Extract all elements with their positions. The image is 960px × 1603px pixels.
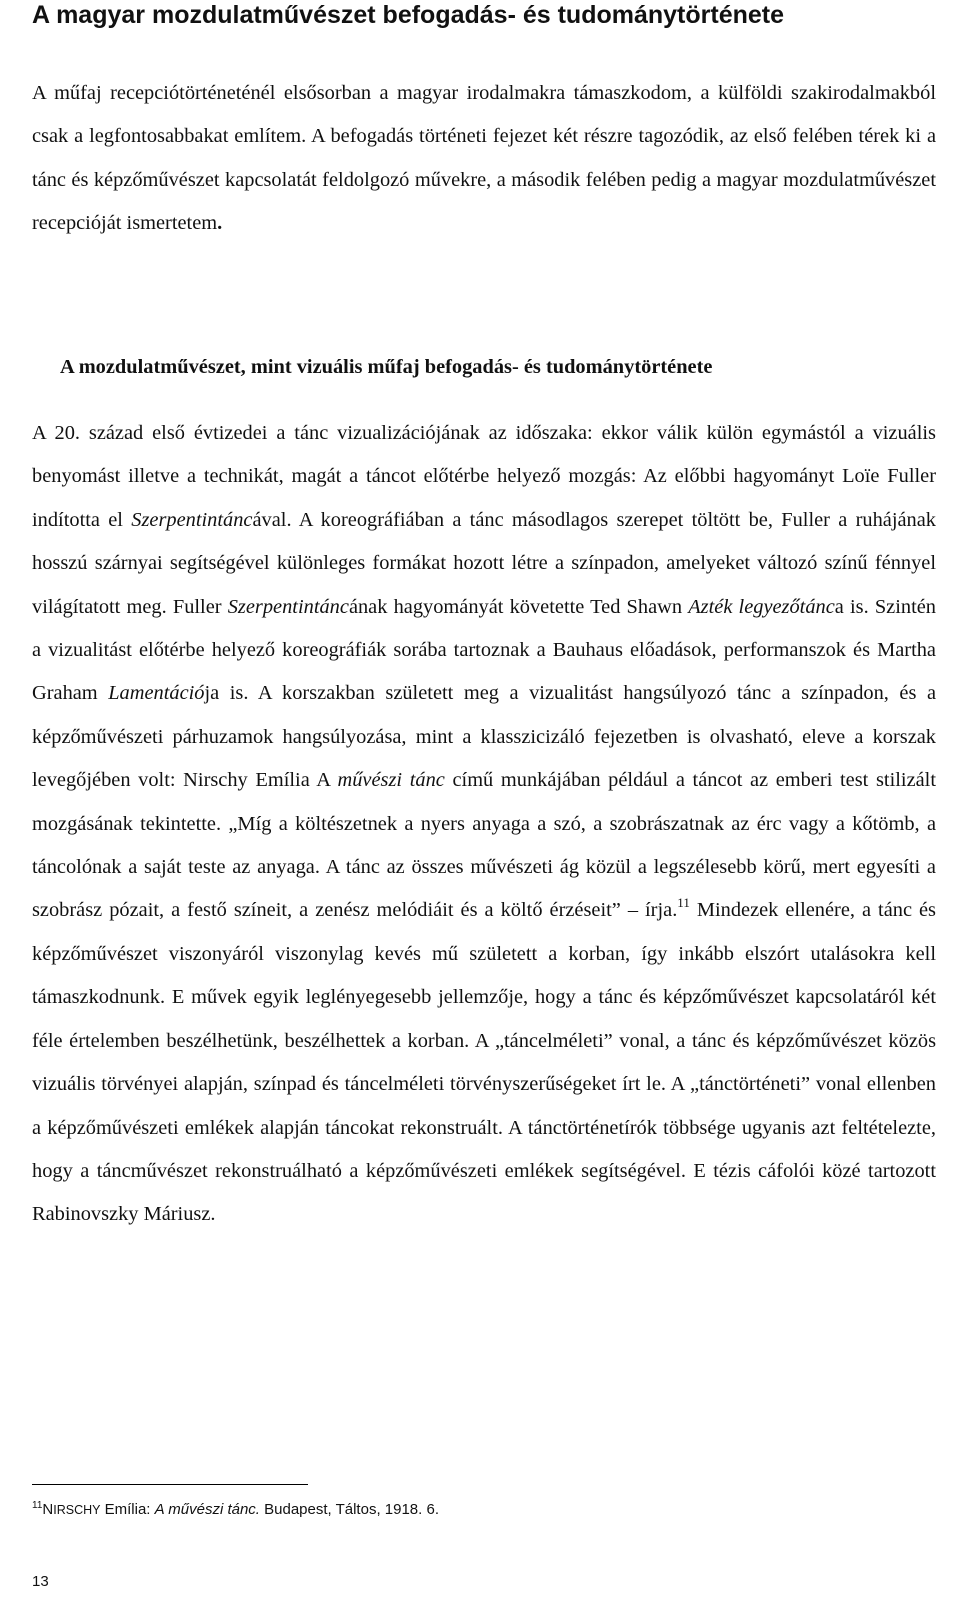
work-title-italic: Szerpentintánc	[131, 508, 253, 531]
footnote-author-given: Emília:	[100, 1501, 155, 1518]
footnote-author-initial: N	[42, 1501, 54, 1518]
main-text-segment: ával. A koreográfiában a tánc másodlagos szerepet töltött be, Fuller a ruhájának hosszú szárnyai segítségével különleges formákat hozott létre a színpadon, amelyeket változó színű fénnyel világítatott meg. Fuller	[32, 508, 936, 618]
main-text-segment: A 20. század első évtizedei a tánc vizualizációjának az időszaka: ekkor válik külön egymástól a vizuális benyomást illetve a technikát, magát a táncot előtérbe helyező mozgás: Az előbbi hagyományt Loïe Fuller indította el	[32, 422, 936, 531]
main-text-segment: Mindezek ellenére, a tánc és képzőművészet viszonyáról viszonylag kevés mű született a korban, így inkább elszórt utalásokra kell támaszkodnunk. E művek egyik leglényegesebb jellemzője, hogy a tánc és képzőművészet kapcsolatáról két féle értelemben beszélhetünk, beszélhettek a korban. A „táncelméleti” vonal, a tánc és képzőművészet közös vizuális törvényei alapján, színpad és táncelméleti törvényszerűségeket írt le. A „tánctörténeti” vonal ellenben a képzőművészeti emlékek alapján táncokat rekonstruált. A tánctörténetírók többsége ugyanis azt feltételezte, hogy a táncművészet rekonstruálható a képzőművészeti emlékek segítségével. E tézis cáfolói közé tartozott Rabinovszky Máriusz.	[32, 899, 936, 1226]
footnote-number: 11	[32, 1500, 43, 1511]
footnote	[32, 1500, 932, 1520]
main-text-segment: ának hagyományát követette Ted Shawn	[348, 595, 689, 618]
footnote-publication: Budapest, Táltos, 1918. 6.	[259, 1501, 439, 1518]
page-number: 13	[32, 1573, 49, 1590]
main-text-segment: a is. Szintén a vizualitást előtérbe helyező koreográfiák sorába tartoznak a Bauhaus előadások, performanszok és Martha Graham	[32, 595, 937, 705]
main-text-segment: ja is. A korszakban született meg a vizualitást hangsúlyozó tánc a színpadon, és a képzőművészeti párhuzamok hangsúlyozása, mint a klasszicizáló fejezetben is olvasható, eleve a korszak levegőjében volt: Nirschy Emília A	[32, 682, 936, 792]
intro-text: A műfaj recepciótörténeténél elsősorban a magyar irodalmakra támaszkodom, a külföldi szakirodalmakból csak a legfontosabbakat említem. A befogadás történeti fejezet két részre tagozódik, az első felében térek ki a tánc és képzőművészet kapcsolatát feldolgozó művekre, a második felében pedig a magyar mozdulatművészet recepcióját ismertetem	[32, 82, 936, 235]
work-title-italic: Azték legyezőtánc	[688, 595, 835, 618]
intro-end-mark: .	[217, 212, 223, 235]
footnote-separator	[32, 1484, 308, 1485]
page-title: A magyar mozdulatművészet befogadás- és tudománytörténete	[32, 1, 785, 29]
footnote-work-title: A művészi tánc.	[154, 1501, 260, 1518]
work-title-italic: művészi tánc	[337, 769, 445, 792]
footnote-reference[interactable]: 11	[677, 894, 690, 910]
section-heading: A mozdulatművészet, mint vizuális műfaj befogadás- és tudománytörténete	[60, 356, 713, 378]
main-text-segment: című munkájában például a táncot az emberi test stilizált mozgásának tekintette. „Míg a költészetnek a nyers anyaga a szó, a szobrászatnak az érc vagy a kőtömb, a táncolónak a saját teste az anyaga. A tánc az összes művészeti ág közül a legszélesebb körű, mert egyesíti a szobrász pózait, a festő színeit, a zenész melódiáit és a költő érzéseit” – írja.	[32, 769, 936, 922]
intro-paragraph	[32, 72, 936, 246]
footnote-author-surname: IRSCHY	[53, 1503, 101, 1517]
work-title-italic: Lamentáció	[108, 682, 205, 705]
work-title-italic: Szerpentintánc	[227, 595, 349, 618]
main-paragraph	[32, 412, 936, 1237]
